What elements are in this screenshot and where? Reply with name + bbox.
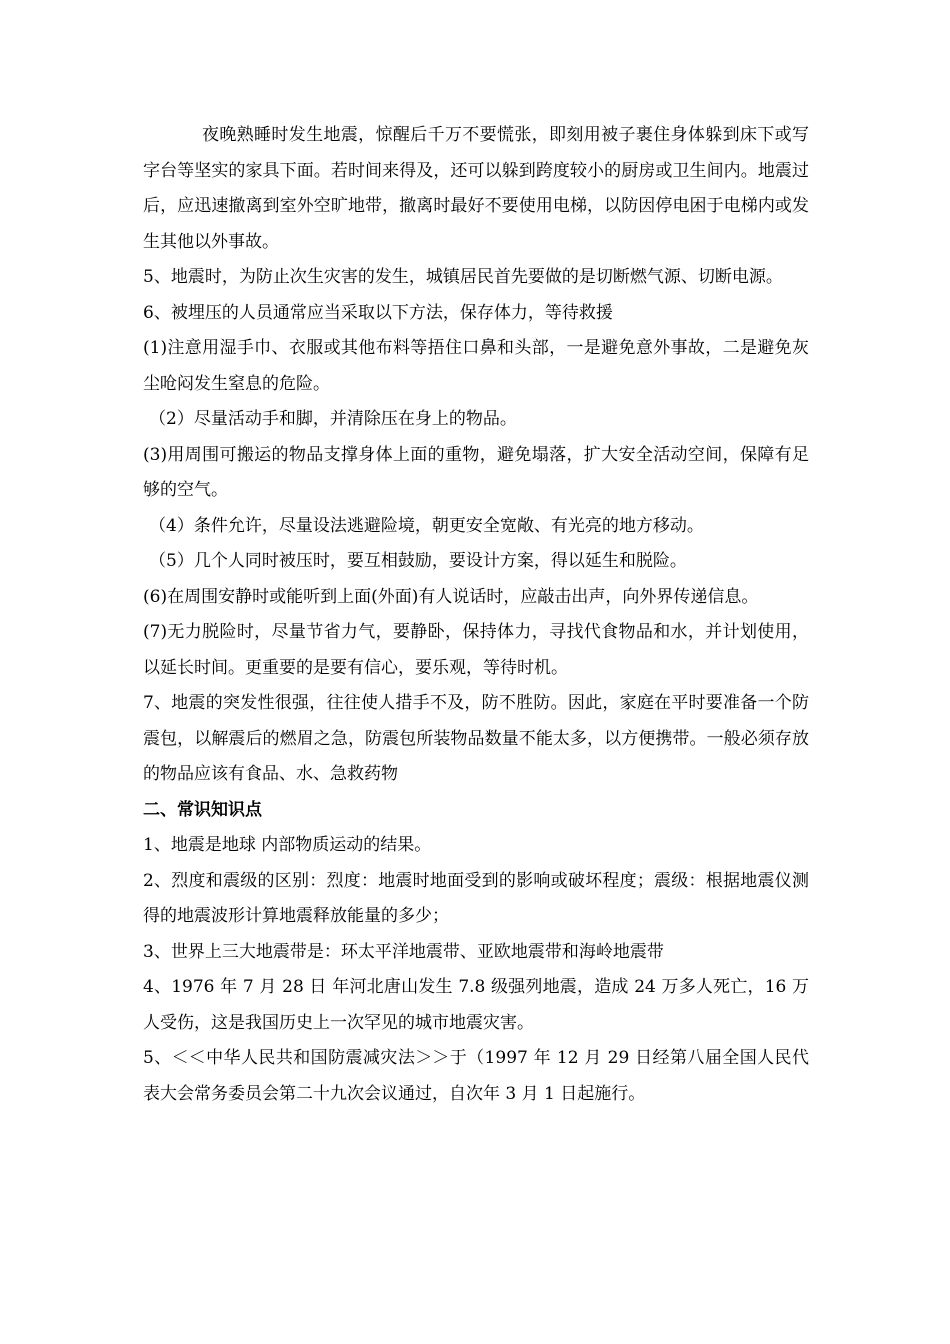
paragraph-sub-3: (3)用周围可搬运的物品支撑身体上面的重物，避免塌落，扩大安全活动空间，保障有足够的空气。 xyxy=(143,444,809,500)
paragraph-sub-4: （4）条件允许，尽量设法逃避险境，朝更安全宽敞、有光亮的地方移动。 xyxy=(149,515,704,536)
section-heading: 二、常识知识点 xyxy=(143,799,262,820)
paragraph-item-5: 5、地震时，为防止次生灾害的发生，城镇居民首先要做的是切断燃气源、切断电源。 xyxy=(143,267,783,287)
paragraph-sub-5: （5）几个人同时被压时，要互相鼓励，要设计方案，得以延生和脱险。 xyxy=(149,551,687,571)
paragraph-item-6: 6、被埋压的人员通常应当采取以下方法，保存体力，等待救援 xyxy=(143,302,613,323)
document-body xyxy=(143,118,809,1112)
paragraph-fact-5: 5、＜＜中华人民共和国防震减灾法＞＞于（1997 年 12 月 29 日经第八届全国人民代表大会常务委员会第二十九次会议通过，自次年 3 月 1 日起施行。 xyxy=(143,1048,809,1104)
paragraph-sub-7: (7)无力脱险时，尽量节省力气，要静卧，保持体力，寻找代食物品和水，并计划使用，以延长时间。更重要的是要有信心，要乐观，等待时机。 xyxy=(143,622,809,678)
paragraph-sub-1: (1)注意用湿手巾、衣服或其他布料等捂住口鼻和头部，一是避免意外事故，二是避免灰尘呛闷发生窒息的危险。 xyxy=(143,338,809,394)
paragraph-sub-2: （2）尽量活动手和脚，并清除压在身上的物品。 xyxy=(149,409,517,429)
paragraph-sub-6: (6)在周围安静时或能听到上面(外面)有人说话时，应敲击出声，向外界传递信息。 xyxy=(143,586,759,607)
paragraph-item-7: 7、地震的突发性很强，往往使人措手不及，防不胜防。因此，家庭在平时要准备一个防震包，以解震后的燃眉之急，防震包所装物品数量不能太多，以方便携带。一般必须存放的物品应该有食品、水、急救药物 xyxy=(143,693,809,784)
paragraph-fact-4: 4、1976 年 7 月 28 日 年河北唐山发生 7.8 级强列地震，造成 24 万多人死亡，16 万人受伤，这是我国历史上一次罕见的城市地震灾害。 xyxy=(143,977,809,1033)
paragraph-night-quake: 夜晚熟睡时发生地震，惊醒后千万不要慌张，即刻用被子裹住身体躲到床下或写字台等坚实的家具下面。若时间来得及，还可以躲到跨度较小的厨房或卫生间内。地震过后，应迅速撤离到室外空旷地带，撤离时最好不要使用电梯，以防因停电困于电梯内或发生其他以外事故。 xyxy=(143,125,809,252)
paragraph-fact-1: 1、地震是地球 内部物质运动的结果。 xyxy=(143,835,432,855)
paragraph-fact-2: 2、烈度和震级的区别：烈度：地震时地面受到的影响或破坏程度；震级：根据地震仪测得的地震波形计算地震释放能量的多少； xyxy=(143,870,809,926)
paragraph-fact-3: 3、世界上三大地震带是：环太平洋地震带、亚欧地震带和海岭地震带 xyxy=(143,941,664,962)
